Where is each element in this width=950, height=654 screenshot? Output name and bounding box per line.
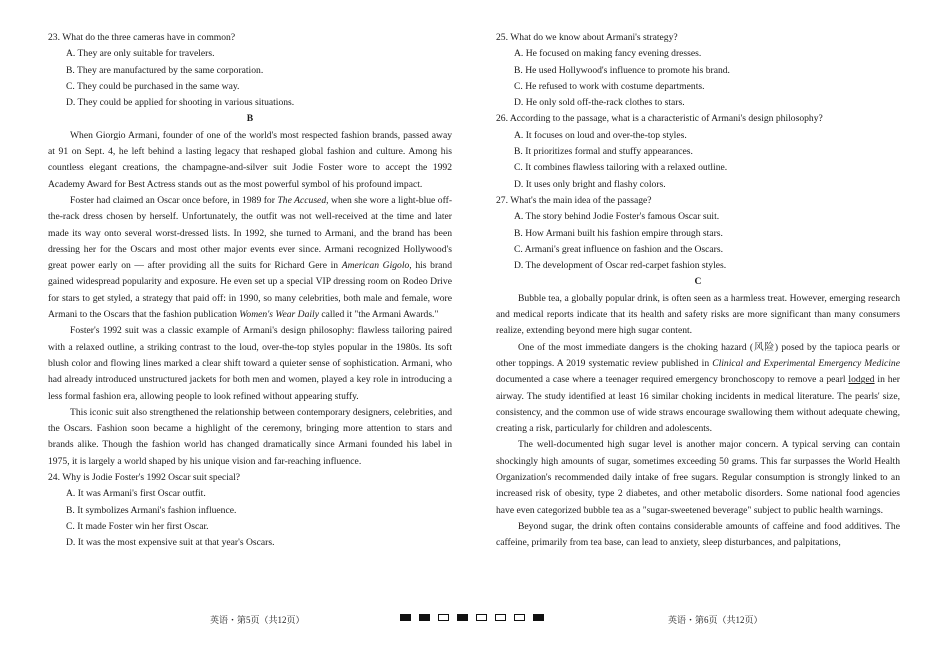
passage-paragraph: When Giorgio Armani, founder of one of the world's most respected fashion brands, passed away at 91 on Sept. 4, he left behind a lasting legacy that reshaped global fashion and culture. Among his countless elegant creations, the champagne-and-silver suit Jodie Foster wore to accept the 1992 Academy Award for Best Actress stands out as the most powerful symbol of his profound impact. (48, 129, 452, 190)
question-stem: 27. What's the main idea of the passage? (496, 194, 652, 206)
page-footer-right: 英语・第6页（共12页） (668, 615, 763, 625)
filled-square-mark (400, 614, 411, 621)
question-24 (48, 470, 452, 551)
question-23 (48, 30, 452, 111)
page-footer-left: 英语・第5页（共12页） (210, 615, 305, 625)
option-d: D. He only sold off-the-rack clothes to stars. (514, 97, 685, 109)
option-b: B. How Armani built his fashion empire through stars. (514, 227, 723, 239)
passage-paragraph: Beyond sugar, the drink often contains considerable amounts of caffeine and food additives. The caffeine, primarily from tea base, can lead to anxiety, sleep disturbances, and palpitations, (496, 520, 900, 549)
option-c: C. Armani's great influence on fashion and the Oscars. (514, 243, 724, 255)
option-d: D. They could be applied for shooting in various situations. (66, 97, 295, 109)
option-d: D. It uses only bright and flashy colors. (514, 178, 666, 190)
section-heading-b: B (246, 113, 254, 125)
filled-square-mark (419, 614, 430, 621)
left-column (48, 30, 452, 552)
passage-paragraph: Foster had claimed an Oscar once before, in 1989 for The Accused, when she wore a light-blue off-the-rack dress chosen by herself. Unfortunately, the outfit was not well-received at the time and later made its way onto several worst-dressed lists. In 1992, she turned to Armani, and the brand has been dressing her for the Oscars and most other major events ever since. Armani recognized Hollywood's great power early on — after providing all the suits for Richard Gere in American Gigolo, his brand gained widespread popularity and exposure. He even set up a special VIP dressing room on Rodeo Drive for stars to get styled, a strategy that paid off: in 1990, so many celebrities, both male and female, wore Armani to the Oscars that the fashion publication Women's Wear Daily called it "the Armani Awards." (48, 194, 453, 321)
option-c: C. He refused to work with costume departments. (514, 80, 705, 92)
question-25 (496, 30, 900, 111)
option-a: A. It was Armani's first Oscar outfit. (66, 488, 206, 500)
passage-paragraph: Foster's 1992 suit was a classic example of Armani's design philosophy: flawless tailoring paired with a relaxed outline, a striking contrast to the loud, over-the-top styles popular in the 1980s. Its soft blush color and flowing lines marked a clear shift toward a quieter sense of sophistication. Armani, who had already introduced unstructured jackets for both men and women, played a key role in introducing a less formal fashion era, allowing people to look refined without appearing stuffy. (48, 325, 452, 402)
empty-square-mark (476, 614, 487, 621)
option-b: B. It prioritizes formal and stuffy appearances. (514, 146, 693, 158)
option-a: A. They are only suitable for travelers. (66, 48, 215, 60)
empty-square-mark (438, 614, 449, 621)
option-c: C. It combines flawless tailoring with a relaxed outline. (514, 162, 728, 174)
passage-paragraph: This iconic suit also strengthened the relationship between contemporary designers, celebrities, and the Oscars. Fashion soon became a highlight of the ceremony, bringing more attention to stars and brands alike. Though the fashion world has changed dramatically since Armani founded his label in 1975, it is largely a world shaped by his unique vision and far-reaching influence. (48, 406, 452, 467)
right-column (496, 30, 900, 552)
empty-square-mark (495, 614, 506, 621)
filled-square-mark (533, 614, 544, 621)
question-27 (496, 193, 900, 274)
option-a: A. He focused on making fancy evening dresses. (514, 48, 702, 60)
question-26 (496, 111, 900, 192)
option-b: B. It symbolizes Armani's fashion influence. (66, 504, 237, 516)
question-stem: 23. What do the three cameras have in common? (48, 32, 236, 43)
option-a: A. It focuses on loud and over-the-top styles. (514, 129, 687, 141)
empty-square-mark (514, 614, 525, 621)
option-d: D. The development of Oscar red-carpet fashion styles. (514, 260, 727, 272)
passage-paragraph: One of the most immediate dangers is the choking hazard (风险) posed by the tapioca pearls or other toppings. A 2019 systematic review published in Clinical and Experimental Emergency Medicine documented a case where a teenager required emergency bronchoscopy to remove a pearl lodged in her airway. The study identified at least 16 similar choking incidents in medical literature. The pearls' size, consistency, and the common use of wide straws encourage swallowing them without adequate chewing, creating a risk, particularly for children and adolescents. (496, 341, 900, 435)
question-stem: 24. Why is Jodie Foster's 1992 Oscar suit special? (48, 472, 241, 484)
option-b: B. He used Hollywood's influence to promote his brand. (514, 64, 730, 76)
option-b: B. They are manufactured by the same corporation. (66, 64, 264, 76)
print-registration-marks (400, 614, 544, 621)
passage-paragraph: The well-documented high sugar level is another major concern. A typical serving can contain shockingly high amounts of sugar, sometimes exceeding 50 grams. This far surpasses the World Health Organization's recommended daily intake of free sugars. Regular consumption is strongly linked to an increased risk of obesity, type 2 diabetes, and other metabolic disorders. Some national food agencies have even categorized bubble tea as a "sugar-sweetened beverage" subject to public health warnings. (496, 439, 900, 516)
option-c: C. It made Foster win her first Oscar. (66, 520, 209, 532)
section-heading-c: C (694, 276, 702, 288)
option-c: C. They could be purchased in the same way. (66, 80, 240, 92)
option-a: A. The story behind Jodie Foster's famous Oscar suit. (514, 211, 720, 223)
question-stem: 26. According to the passage, what is a characteristic of Armani's design philosophy? (496, 113, 823, 125)
filled-square-mark (457, 614, 468, 621)
question-stem: 25. What do we know about Armani's strategy? (496, 32, 678, 43)
passage-paragraph: Bubble tea, a globally popular drink, is often seen as a harmless treat. However, emerging research and medical reports indicate that its health and safety risks are more significant than many consumers realize, extending beyond mere high sugar content. (496, 292, 900, 337)
option-d: D. It was the most expensive suit at that year's Oscars. (66, 537, 275, 549)
